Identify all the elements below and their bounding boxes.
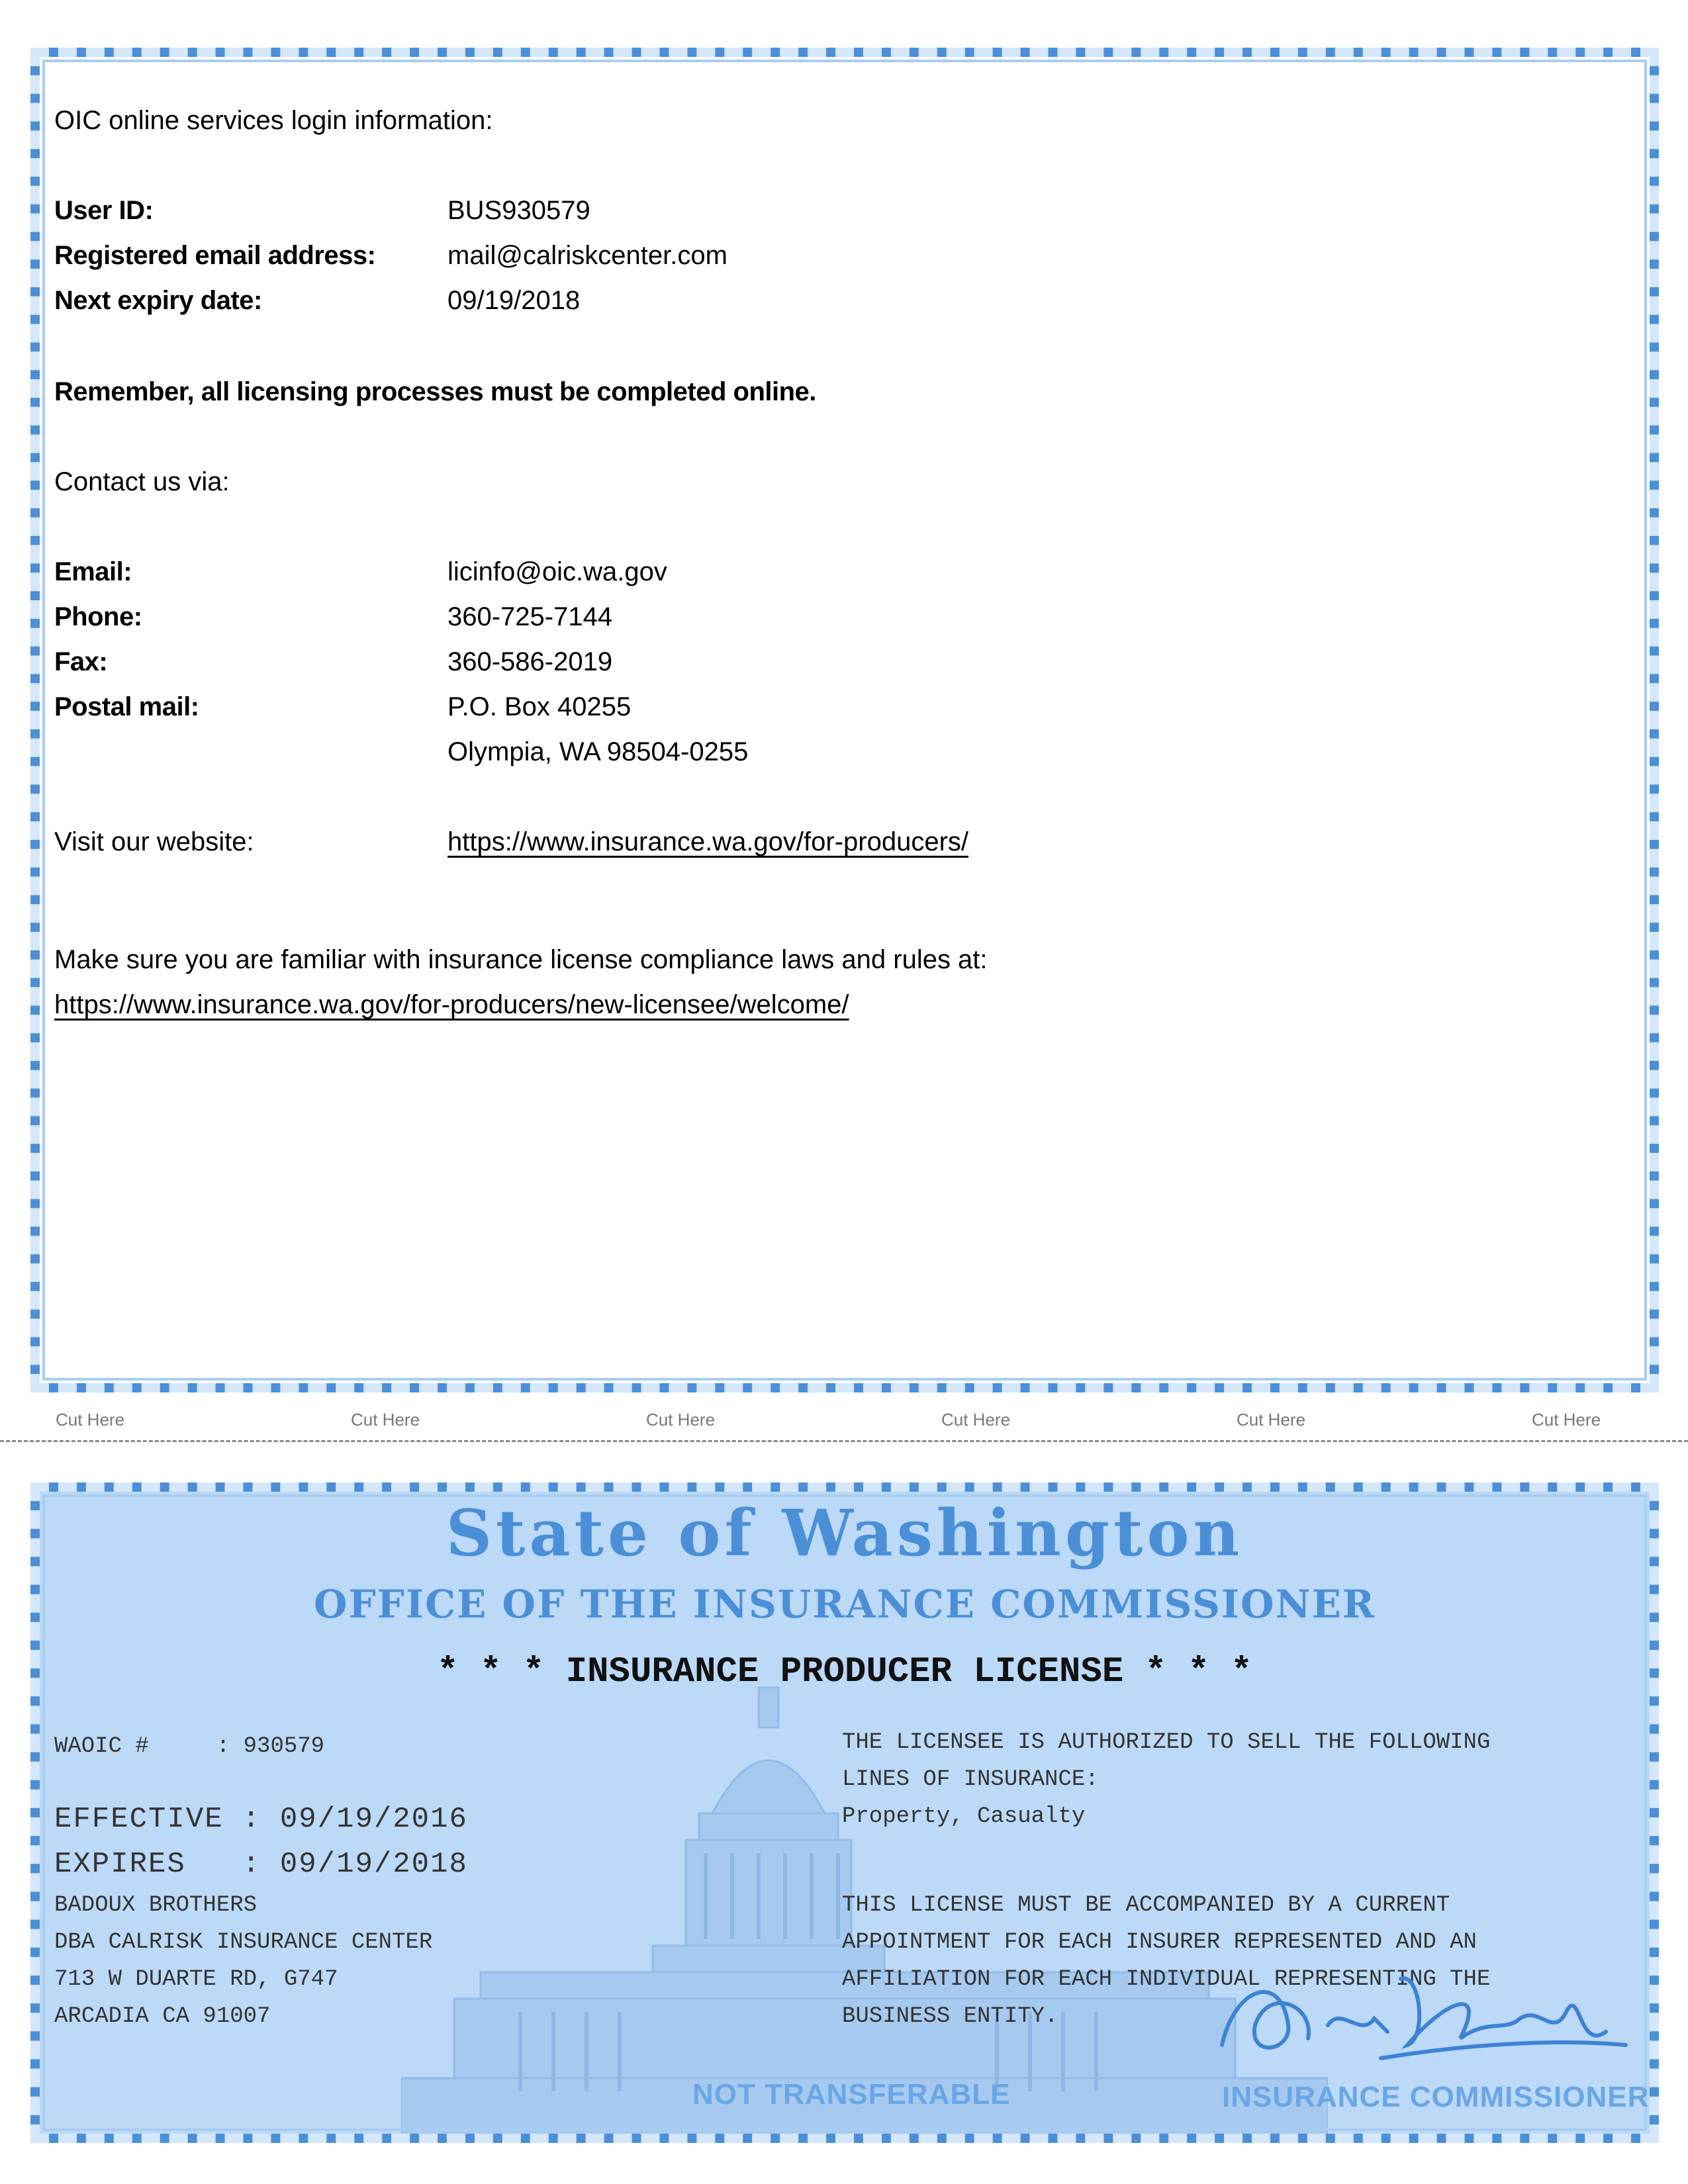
expiry-value: 09/19/2018 xyxy=(447,286,581,315)
cut-label: Cut Here xyxy=(646,1410,716,1430)
authorization-line: THE LICENSEE IS AUTHORIZED TO SELL THE FOLLOWING xyxy=(842,1730,1491,1755)
authorization-line: LINES OF INSURANCE: xyxy=(842,1767,1099,1792)
expiry-label: Next expiry date: xyxy=(54,286,262,315)
phone-label: Phone: xyxy=(54,602,142,631)
notice-line: THIS LICENSE MUST BE ACCOMPANIED BY A CURRENT xyxy=(842,1893,1450,1918)
licensee-city: ARCADIA CA 91007 xyxy=(54,2004,271,2029)
insurance-license-card xyxy=(30,1482,1659,2143)
fax-label: Fax: xyxy=(54,647,108,676)
email-label: Registered email address: xyxy=(54,241,376,270)
website-link[interactable]: https://www.insurance.wa.gov/for-producers/ xyxy=(447,827,969,856)
email-value: mail@calriskcenter.com xyxy=(447,241,727,270)
effective-date: EFFECTIVE : 09/19/2016 xyxy=(54,1803,468,1836)
login-info-panel xyxy=(30,48,1659,1392)
state-title: State of Washington xyxy=(445,1496,1244,1570)
notice-line: AFFILIATION FOR EACH INDIVIDUAL REPRESENTING THE xyxy=(842,1967,1491,1992)
contact-email-label: Email: xyxy=(54,557,132,586)
cut-label: Cut Here xyxy=(56,1410,125,1430)
license-heading: * * * INSURANCE PRODUCER LICENSE * * * xyxy=(437,1652,1252,1692)
website-label: Visit our website: xyxy=(54,827,254,856)
postal-city: Olympia, WA 98504-0255 xyxy=(447,737,749,766)
phone-value: 360-725-7144 xyxy=(447,602,613,631)
cut-label: Cut Here xyxy=(1532,1410,1601,1430)
commissioner-signature-icon xyxy=(1209,1946,1632,2071)
office-title: OFFICE OF THE INSURANCE COMMISSIONER xyxy=(313,1582,1376,1627)
not-transferable-stamp: NOT TRANSFERABLE xyxy=(692,2078,1011,2111)
postal-value: P.O. Box 40255 xyxy=(447,692,632,721)
cut-line-labels xyxy=(40,1410,1648,1436)
licensee-name: BADOUX BROTHERS xyxy=(54,1893,258,1918)
postal-label: Postal mail: xyxy=(54,692,199,721)
fax-value: 360-586-2019 xyxy=(447,647,613,676)
online-reminder: Remember, all licensing processes must be completed online. xyxy=(54,377,816,406)
user-id-label: User ID: xyxy=(54,196,154,225)
login-intro: OIC online services login information: xyxy=(54,106,493,135)
lines-of-insurance: Property, Casualty xyxy=(842,1804,1086,1829)
cut-label: Cut Here xyxy=(1237,1410,1306,1430)
waoic-number: WAOIC # : 930579 xyxy=(54,1734,325,1759)
notice-line: APPOINTMENT FOR EACH INSURER REPRESENTED AND AN xyxy=(842,1930,1477,1955)
compliance-link[interactable]: https://www.insurance.wa.gov/for-producers/new-licensee/welcome/ xyxy=(54,990,849,1019)
cut-dashed-line xyxy=(0,1440,1688,1442)
commissioner-title: INSURANCE COMMISSIONER xyxy=(1222,2081,1650,2113)
licensee-dba: DBA CALRISK INSURANCE CENTER xyxy=(54,1930,433,1955)
contact-email-value: licinfo@oic.wa.gov xyxy=(447,557,667,586)
compliance-text: Make sure you are familiar with insurance license compliance laws and rules at: xyxy=(54,945,988,974)
cut-label: Cut Here xyxy=(351,1410,420,1430)
contact-intro: Contact us via: xyxy=(54,467,230,496)
expiry-date: EXPIRES : 09/19/2018 xyxy=(54,1848,468,1881)
notice-line: BUSINESS ENTITY. xyxy=(842,2004,1058,2029)
cut-label: Cut Here xyxy=(941,1410,1011,1430)
licensee-street: 713 W DUARTE RD, G747 xyxy=(54,1967,338,1992)
user-id-value: BUS930579 xyxy=(447,196,590,225)
